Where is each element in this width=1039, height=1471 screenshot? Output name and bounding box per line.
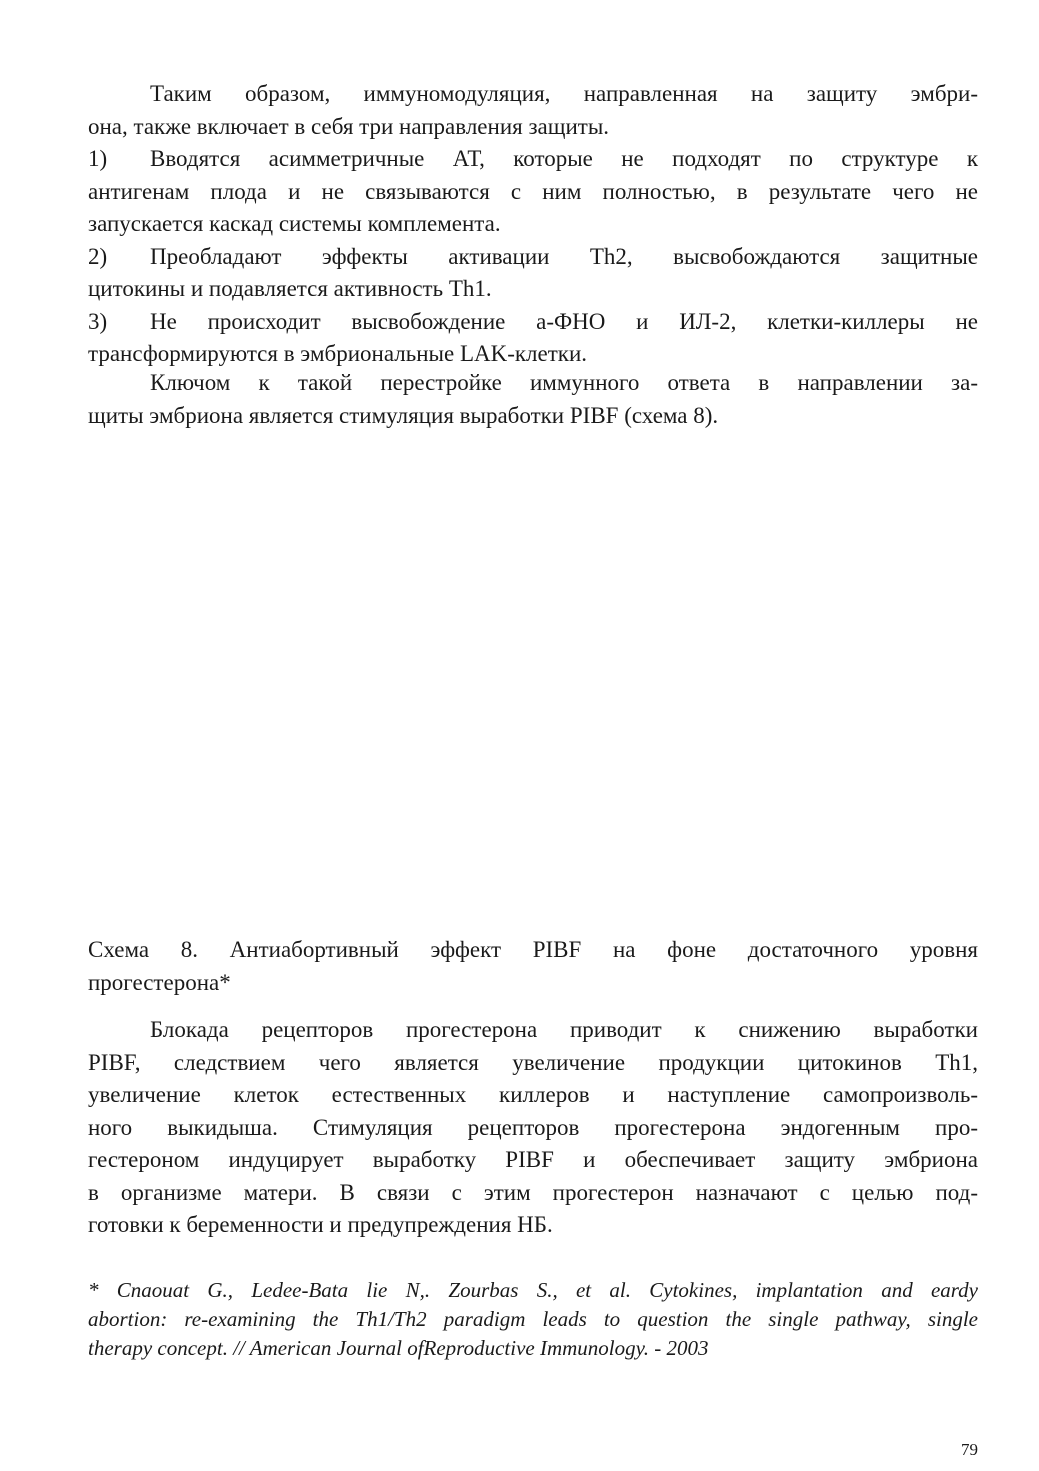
text-line: Таким образом, иммуномодуляция, направленная на защиту эмбри- [150,81,978,106]
text-line: антигенам плода и не связываются с ним полностью, в результате чего не [88,178,978,204]
text-line: * Cnaouat G., Ledee-Bata lie N,. Zourbas S., et al. Cytokines, implantation and eardy [88,1278,978,1302]
text-line: ного выкидыша. Стимуляция рецепторов прогестерона эндогенным про- [88,1114,978,1140]
text-line: щиты эмбриона является стимуляция выработки PIBF (схема 8). [88,402,719,428]
key-paragraph [88,367,978,432]
text-line: Не происходит высвобождение а-ФНО и ИЛ-2, клетки-киллеры не [150,308,978,334]
list-number: 3) [88,308,108,334]
text-line: Схема 8. Антиабортивный эффект PIBF на фоне достаточного уровня [88,937,978,962]
list-number: 1) [88,146,108,171]
text-line: Вводятся асимметричные АТ, которые не подходят по структуре к [150,146,978,171]
list-item [88,143,978,241]
text-line: Блокада рецепторов прогестерона приводит к снижению выработки [150,1017,978,1042]
list-item [88,241,978,306]
text-line: гестероном индуцирует выработку PIBF и обеспечивает защиту эмбриона [88,1147,978,1172]
text-line: Преобладают эффекты активации Th2, высвобождаются защитные [150,243,978,269]
list-item [88,306,978,371]
text-line: запускается каскад системы комплемента. [88,211,501,236]
text-line: abortion: re-examining the Th1/Th2 paradigm leads to question the single pathway, single [88,1307,978,1331]
text-line: готовки к беременности и предупреждения НБ. [88,1212,553,1237]
text-line: увеличение клеток естественных киллеров и наступление самопроизволь- [88,1082,978,1107]
list-number: 2) [88,243,108,269]
footnote [88,1276,978,1363]
page-number: 79 [961,1440,978,1459]
figure-caption [88,934,978,999]
text-line: она, также включает в себя три направления защиты. [88,113,610,139]
text-line: цитокины и подавляется активность Th1. [88,276,492,301]
text-line: PIBF, следствием чего является увеличение продукции цитокинов Th1, [88,1049,978,1075]
numbered-list [88,143,978,371]
text-line: therapy concept. // American Journal ofReproductive Immunology. - 2003 [88,1336,709,1360]
intro-paragraph [88,78,978,143]
text-line: в организме матери. В связи с этим прогестерон назначают с целью под- [88,1179,978,1205]
body-paragraph [88,1014,978,1242]
text-line: трансформируются в эмбриональные LAK-клетки. [88,341,588,366]
text-line: прогестерона* [88,969,231,995]
text-line: Ключом к такой перестройке иммунного ответа в направлении за- [150,370,978,395]
